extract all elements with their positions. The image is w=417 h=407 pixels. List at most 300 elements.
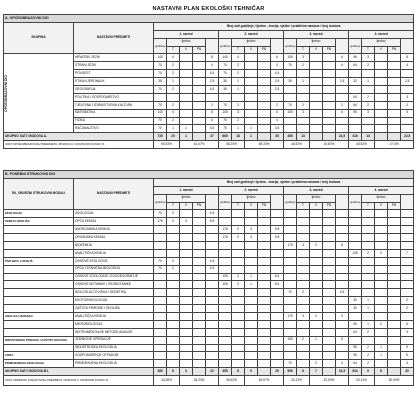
- hours-value: [180, 352, 193, 360]
- hours-value: 32: [349, 305, 362, 313]
- hours-value: [310, 273, 323, 281]
- subject-name: ANALITIČKA KEMIJA: [74, 313, 154, 321]
- section-title-row: [4, 171, 414, 179]
- hours-value: [388, 218, 401, 226]
- hours-value: [388, 273, 401, 281]
- subject-name: POVIJEST: [74, 70, 154, 78]
- table-row: [4, 289, 414, 297]
- hours-value: [323, 117, 336, 125]
- hours-value: [310, 305, 323, 313]
- subject-name: INDUSTRIJSKA EKOLOGIJA: [74, 344, 154, 352]
- hours-value: [284, 328, 297, 336]
- table-row: [4, 218, 414, 226]
- hours-value: [245, 265, 258, 273]
- share-value: 58,33%: [245, 141, 284, 149]
- hours-value: [193, 344, 206, 352]
- hours-value: [232, 289, 245, 297]
- subject-name: OPĆA I STANIČNA BIOLOGIJA: [74, 265, 154, 273]
- hours-value: [388, 305, 401, 313]
- hours-caption: Broj sati godišnje i tjedno - teorija, vježbe i praktična nastava / broj bodova: [154, 178, 414, 186]
- hours-value: 2: [232, 101, 245, 109]
- hours-value: [232, 218, 245, 226]
- hours-value: [310, 54, 323, 62]
- hours-value: [323, 62, 336, 70]
- sub-header: V: [310, 46, 323, 54]
- hours-value: 2: [167, 265, 180, 273]
- table-row: [4, 336, 414, 344]
- sub-header: T: [362, 202, 375, 210]
- weekly-header: tjedno: [232, 194, 271, 202]
- hours-value: 32: [349, 297, 362, 305]
- hours-value: [258, 242, 271, 250]
- hours-value: [388, 289, 401, 297]
- hours-value: [245, 62, 258, 70]
- hours-value: [310, 297, 323, 305]
- hours-value: [323, 78, 336, 86]
- hours-value: 3: [245, 234, 258, 242]
- hours-value: [180, 313, 193, 321]
- hours-value: [388, 70, 401, 78]
- sub-header: PN: [388, 46, 401, 54]
- hours-value: [193, 273, 206, 281]
- section-b-title: B. POSEBNI STRUKOVNI DIO: [4, 171, 414, 179]
- sub-header: V: [180, 202, 193, 210]
- hours-value: 70: [154, 265, 167, 273]
- hours-value: [323, 336, 336, 344]
- hours-value: 4: [271, 62, 284, 70]
- hours-value: 4: [401, 93, 414, 101]
- hours-value: 5: [336, 336, 349, 344]
- hours-value: [323, 344, 336, 352]
- hours-value: [206, 320, 219, 328]
- hours-value: [362, 242, 375, 250]
- hours-value: 3: [245, 226, 258, 234]
- hours-value: [310, 320, 323, 328]
- sub-header: V: [245, 202, 258, 210]
- grade-header: 3. razred: [284, 30, 349, 38]
- hours-value: [310, 93, 323, 101]
- hours-value: 2: [297, 101, 310, 109]
- hours-value: [284, 117, 297, 125]
- hours-value: [401, 117, 414, 125]
- hours-value: [284, 265, 297, 273]
- table-row: [4, 320, 414, 328]
- share-row: [4, 376, 414, 386]
- grade-header: 2. razred: [219, 30, 284, 38]
- subject-name: OSNOVE BOTANIKE I GEOBOTANIKE: [74, 281, 154, 289]
- subject-name: ZAŠTITA PRIRODE I OKOLIŠA: [74, 305, 154, 313]
- sub-header: T: [167, 202, 180, 210]
- hours-value: [323, 218, 336, 226]
- hours-value: 140: [154, 54, 167, 62]
- hours-value: 2,5: [271, 78, 284, 86]
- hours-value: [219, 218, 232, 226]
- table-row: [4, 54, 414, 62]
- hours-value: [167, 360, 180, 368]
- hours-value: [219, 297, 232, 305]
- hours-value: [180, 101, 193, 109]
- weekly-header: tjedno: [362, 194, 401, 202]
- hours-value: [323, 210, 336, 218]
- hours-value: [349, 313, 362, 321]
- hours-value: [297, 273, 310, 281]
- hours-value: [180, 360, 193, 368]
- hours-value: [323, 360, 336, 368]
- hours-value: 70: [154, 62, 167, 70]
- annual-header: godišnje: [349, 38, 362, 54]
- hours-value: [271, 360, 284, 368]
- hours-value: [193, 281, 206, 289]
- hours-value: [323, 281, 336, 289]
- total-value: [388, 368, 401, 376]
- hours-value: [323, 86, 336, 94]
- hours-value: [232, 297, 245, 305]
- hours-value: [258, 320, 271, 328]
- table-row: [4, 249, 414, 257]
- hours-value: 6: [336, 109, 349, 117]
- subject-name: POLITIKA I GOSPODARSTVO: [74, 93, 154, 101]
- hours-value: [245, 242, 258, 250]
- hours-value: 9,5: [271, 234, 284, 242]
- total-value: 25: [271, 368, 284, 376]
- hours-value: 1: [375, 352, 388, 360]
- hours-value: [375, 70, 388, 78]
- group-column-header: SK. OBVEZNI STRUKOVNI MODULI: [4, 178, 74, 210]
- hours-value: 3: [232, 109, 245, 117]
- subject-name: JEDINIČNE OPERACIJE: [74, 336, 154, 344]
- hours-value: 70: [154, 101, 167, 109]
- hours-value: [154, 234, 167, 242]
- hours-value: [154, 336, 167, 344]
- total-value: 544: [349, 368, 362, 376]
- sub-header: PN: [193, 202, 206, 210]
- hours-value: [271, 320, 284, 328]
- hours-value: [310, 70, 323, 78]
- total-value: [258, 133, 271, 141]
- hours-value: [232, 320, 245, 328]
- hours-value: [271, 257, 284, 265]
- hours-value: [310, 101, 323, 109]
- subject-column-header: NASTAVNI PREDMETI: [74, 22, 154, 54]
- hours-value: [284, 93, 297, 101]
- hours-value: [297, 249, 310, 257]
- hours-value: 175: [284, 242, 297, 250]
- hours-value: [323, 265, 336, 273]
- hours-value: 2: [232, 281, 245, 289]
- hours-value: [336, 93, 349, 101]
- hours-value: [193, 265, 206, 273]
- hours-value: 3: [297, 242, 310, 250]
- hours-value: 9,5: [271, 226, 284, 234]
- hours-value: [388, 265, 401, 273]
- table-row: [4, 226, 414, 234]
- hours-value: [375, 86, 388, 94]
- hours-value: 4: [336, 360, 349, 368]
- hours-value: [180, 242, 193, 250]
- hours-value: [193, 305, 206, 313]
- subject-name: OSNOVE ZOOLOGIJE I ZOOGEOGRAFIJE: [74, 273, 154, 281]
- hours-value: 1: [180, 125, 193, 133]
- hours-value: [362, 313, 375, 321]
- hours-value: [258, 336, 271, 344]
- hours-value: 4,5: [206, 210, 219, 218]
- hours-value: 1: [245, 281, 258, 289]
- hours-value: 5: [401, 352, 414, 360]
- hours-value: [284, 281, 297, 289]
- subject-name: GOSPODARENJE OTPADOM: [74, 352, 154, 360]
- subject-name: BIOLOGIJA ČOVJEKA I GENETIKA: [74, 289, 154, 297]
- hours-value: 4: [232, 54, 245, 62]
- hours-value: [401, 210, 414, 218]
- hours-value: 2: [167, 86, 180, 94]
- hours-value: [180, 234, 193, 242]
- hours-value: [180, 93, 193, 101]
- hours-value: [323, 93, 336, 101]
- total-value: [388, 133, 401, 141]
- hours-value: [349, 125, 362, 133]
- hours-value: 35: [219, 86, 232, 94]
- hours-caption: Broj sati godišnje i tjedno - teorija, vježbe i praktična nastava / broj bodova: [154, 22, 414, 30]
- hours-value: [258, 218, 271, 226]
- hours-value: 64: [349, 62, 362, 70]
- hours-value: 175: [219, 226, 232, 234]
- hours-value: [375, 117, 388, 125]
- hours-value: [284, 125, 297, 133]
- hours-value: [388, 125, 401, 133]
- hours-value: [258, 352, 271, 360]
- hours-value: [375, 242, 388, 250]
- total-value: [323, 368, 336, 376]
- hours-value: [284, 320, 297, 328]
- hours-value: [180, 117, 193, 125]
- hours-value: 1: [362, 320, 375, 328]
- hours-value: [297, 328, 310, 336]
- total-value: 24,5: [336, 133, 349, 141]
- hours-value: [232, 336, 245, 344]
- hours-value: [271, 297, 284, 305]
- hours-value: 2: [401, 101, 414, 109]
- hours-value: [193, 226, 206, 234]
- hours-value: 2: [167, 62, 180, 70]
- hours-value: [154, 289, 167, 297]
- section-a-title: A. OPĆEOBRAZOVNI DIO: [4, 15, 414, 23]
- hours-value: 3: [297, 109, 310, 117]
- total-value: 5: [245, 368, 258, 376]
- hours-value: 3: [180, 218, 193, 226]
- table-row: [4, 265, 414, 273]
- hours-value: 1: [245, 273, 258, 281]
- hours-value: [284, 297, 297, 305]
- weekly-header: tjedno: [297, 38, 336, 46]
- hours-value: [154, 313, 167, 321]
- hours-value: [297, 281, 310, 289]
- sub-header: PN: [258, 202, 271, 210]
- hours-value: [206, 93, 219, 101]
- hours-value: [245, 297, 258, 305]
- subject-name: RAČUNALSTVO: [74, 125, 154, 133]
- hours-value: [180, 320, 193, 328]
- share-value: 40,63%: [349, 141, 375, 149]
- hours-value: [219, 352, 232, 360]
- hours-value: [219, 242, 232, 250]
- total-value: 3: [180, 368, 193, 376]
- hours-value: [401, 234, 414, 242]
- hours-value: 6: [271, 109, 284, 117]
- hours-value: 7: [401, 249, 414, 257]
- total-value: [310, 133, 323, 141]
- hours-value: 140: [154, 109, 167, 117]
- hours-value: [336, 226, 349, 234]
- total-value: 1: [245, 133, 258, 141]
- hours-value: [258, 109, 271, 117]
- hours-value: [180, 109, 193, 117]
- share-value: 40,63%: [284, 141, 310, 149]
- total-value: 1: [180, 133, 193, 141]
- hours-value: [193, 210, 206, 218]
- grade-header: 2. razred: [219, 186, 284, 194]
- total-value: 22,5: [401, 133, 414, 141]
- hours-value: [323, 54, 336, 62]
- hours-value: [193, 257, 206, 265]
- total-value: 385: [154, 368, 167, 376]
- hours-value: [401, 281, 414, 289]
- points-header-top: [401, 38, 414, 54]
- hours-value: [180, 70, 193, 78]
- hours-value: 70: [154, 86, 167, 94]
- total-value: 31,5: [336, 368, 349, 376]
- weekly-header: tjedno: [297, 194, 336, 202]
- hours-value: [180, 78, 193, 86]
- hours-value: 1: [362, 297, 375, 305]
- module-name: [4, 328, 74, 336]
- hours-value: [271, 289, 284, 297]
- hours-value: [193, 297, 206, 305]
- hours-value: [167, 313, 180, 321]
- share-value: 61,67%: [180, 141, 219, 149]
- hours-value: [206, 360, 219, 368]
- hours-value: [219, 336, 232, 344]
- hours-value: [375, 54, 388, 62]
- hours-value: [349, 289, 362, 297]
- share-value: 65,63%: [154, 141, 180, 149]
- total-value: 455: [219, 368, 232, 376]
- module-name: KEMIJA OKOLIŠA: [4, 218, 74, 226]
- hours-value: [154, 352, 167, 360]
- points-header-top: [271, 194, 284, 210]
- hours-value: [388, 234, 401, 242]
- hours-value: 8: [206, 109, 219, 117]
- hours-value: [401, 70, 414, 78]
- hours-value: [323, 234, 336, 242]
- hours-value: [154, 305, 167, 313]
- hours-value: [284, 249, 297, 257]
- hours-value: [167, 336, 180, 344]
- sub-header: PN: [323, 46, 336, 54]
- weekly-header: tjedno: [167, 38, 206, 46]
- hours-value: [310, 328, 323, 336]
- hours-value: [375, 313, 388, 321]
- hours-value: [336, 210, 349, 218]
- subject-name: HRVATSKI JEZIK: [74, 54, 154, 62]
- sub-header: T: [297, 202, 310, 210]
- hours-value: [362, 218, 375, 226]
- hours-value: 2: [232, 234, 245, 242]
- hours-value: [154, 249, 167, 257]
- hours-value: 5,5: [271, 281, 284, 289]
- hours-value: [362, 86, 375, 94]
- hours-value: 1: [167, 125, 180, 133]
- hours-value: 105: [284, 54, 297, 62]
- hours-value: 4,5: [271, 70, 284, 78]
- hours-value: [245, 70, 258, 78]
- annual-header: godišnje: [284, 194, 297, 210]
- hours-value: 3: [297, 313, 310, 321]
- sub-header: T: [297, 46, 310, 54]
- hours-value: 2: [401, 297, 414, 305]
- hours-value: [154, 226, 167, 234]
- table-row: [4, 305, 414, 313]
- hours-value: [258, 93, 271, 101]
- hours-value: [336, 218, 349, 226]
- module-name: [4, 344, 74, 352]
- hours-value: [401, 273, 414, 281]
- total-row: [4, 133, 414, 141]
- grade-header: 3. razred: [284, 186, 349, 194]
- subject-name: ETIKA/VJERONAUK: [74, 78, 154, 86]
- hours-value: 70: [154, 117, 167, 125]
- hours-value: [219, 210, 232, 218]
- hours-value: [310, 281, 323, 289]
- hours-value: [193, 249, 206, 257]
- hours-value: 70: [219, 101, 232, 109]
- total-value: [375, 133, 388, 141]
- hours-value: [297, 320, 310, 328]
- hours-value: [388, 226, 401, 234]
- hours-value: [193, 218, 206, 226]
- hours-value: [206, 273, 219, 281]
- hours-value: [336, 249, 349, 257]
- hours-value: [310, 344, 323, 352]
- subject-name: ANORGANSKA KEMIJA: [74, 226, 154, 234]
- sub-header: V: [245, 46, 258, 54]
- hours-value: 2: [310, 360, 323, 368]
- hours-value: 70: [219, 125, 232, 133]
- table-row: [4, 313, 414, 321]
- hours-value: [349, 281, 362, 289]
- hours-value: [284, 218, 297, 226]
- hours-value: [336, 281, 349, 289]
- hours-value: [388, 117, 401, 125]
- hours-value: [258, 360, 271, 368]
- hours-value: [388, 109, 401, 117]
- hours-value: 140: [219, 54, 232, 62]
- hours-value: 3,5: [271, 125, 284, 133]
- module-name: [4, 273, 74, 281]
- header-row: [4, 22, 414, 30]
- module-name: VODA: [4, 352, 74, 360]
- hours-value: [336, 328, 349, 336]
- hours-value: 2: [336, 101, 349, 109]
- hours-value: 2: [232, 62, 245, 70]
- annual-header: godišnje: [154, 38, 167, 54]
- hours-value: [297, 226, 310, 234]
- hours-value: [193, 93, 206, 101]
- hours-value: [323, 109, 336, 117]
- hours-value: [219, 257, 232, 265]
- hours-value: 4,5: [206, 86, 219, 94]
- sub-header: T: [232, 202, 245, 210]
- hours-value: [271, 328, 284, 336]
